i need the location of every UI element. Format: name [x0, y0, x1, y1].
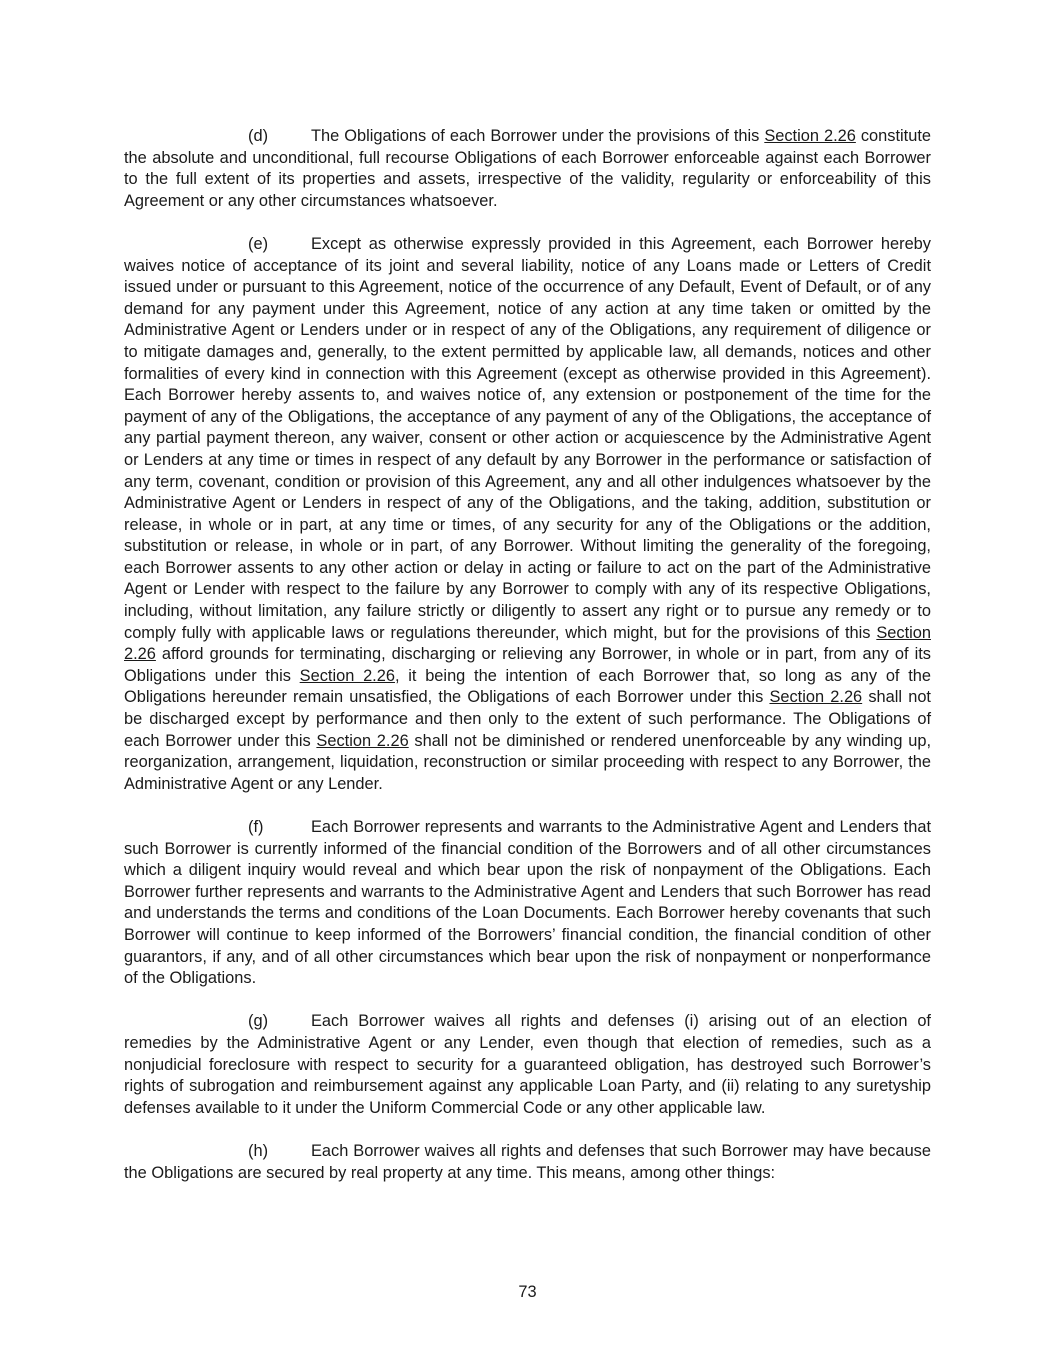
paragraph-e [124, 234, 931, 795]
paragraph-text: Each Borrower waives all rights and defenses (i) arising out of an election of remedies by the Administrative Agent or any Lender, even though that election of remedies, such as a nonjudicial foreclosure with respect to security for a guaranteed obligation, has destroyed such Borrower’s rights of subrogation and reimbursement against any applicable Loan Party, and (ii) relating to any suretyship defenses available to it under the Uniform Commercial Code or any other applicable law. [124, 1012, 931, 1117]
paragraph-f [124, 817, 931, 990]
paragraph-h [124, 1141, 931, 1184]
paragraph-text: shall not be diminished or rendered unenforceable by any winding up, reorganization, arrangement, liquidation, reconstruction or similar proceeding with respect to any Borrower, the Administrative Agent or any Lender. [124, 731, 931, 793]
section-reference-link[interactable]: Section 2.26 [764, 127, 856, 145]
paragraph-d [124, 126, 931, 212]
paragraph-text: constitute the absolute and unconditional, full recourse Obligations of each Borrower enforceable against each Borrower to the full extent of its properties and assets, irrespective of the validity, regularity or enforceability of this Agreement or any other circumstances whatsoever. [124, 127, 931, 210]
paragraph-label: (f) [248, 818, 264, 836]
paragraph-label: (h) [248, 1141, 269, 1160]
paragraph-text: The Obligations of each Borrower under the provisions of this [311, 127, 765, 145]
paragraph-label: (d) [248, 127, 269, 145]
paragraph-text: Each Borrower represents and warrants to the Administrative Agent and Lenders that such Borrower is currently informed of the financial condition of the Borrowers and of all other circumstances which a diligent inquiry would reveal and which bear upon the risk of nonpayment of the Obligations. Each Borrower further represents and warrants to the Administrative Agent and Lenders that such Borrower has read and understands the terms and conditions of the Loan Documents. Each Borrower hereby covenants that such Borrower will continue to keep informed of the Borrowers’ financial condition, the financial condition of other guarantors, if any, and of all other circumstances which bear upon the risk of nonpayment or nonperformance of the Obligations. [124, 818, 931, 988]
paragraph-text: afford grounds for terminating, discharging or relieving any Borrower, in whole or in part, from any of its Obligations under this [124, 645, 931, 685]
paragraph-label: (g) [248, 1012, 269, 1031]
page-number: 73 [518, 1283, 537, 1301]
section-reference-link[interactable]: Section 2.26 [316, 731, 409, 750]
paragraph-text: shall not be discharged except by performance and then only to the extent of such performance. The Obligations of each Borrower under this [124, 688, 931, 750]
paragraph-text: , it being the intention of each Borrower that, so long as any of the Obligations hereunder remain unsatisfied, the Obligations of each Borrower under this [124, 666, 932, 707]
paragraph-text: Each Borrower waives all rights and defenses that such Borrower may have because the Obligations are secured by real property at any time. This means, among other things: [124, 1141, 931, 1182]
paragraph-text: Except as otherwise expressly provided in this Agreement, each Borrower hereby waives notice of acceptance of its joint and several liability, notice of any Loans made or Letters of Credit issued under or pursuant to this Agreement, notice of the occurrence of any Default, Event of Default, or of any demand for any payment under this Agreement, notice of any action at any time taken or omitted by the Administrative Agent or Lenders under or in respect of any of the Obligations, any requirement of diligence or to mitigate damages and, generally, to the extent permitted by applicable law, all demands, notices and other formalities of every kind in connection with this Agreement (except as otherwise provided in this Agreement). Each Borrower hereby assents to, and waives notice of, any extension or postponement of the time for the payment of any of the Obligations, the acceptance of any payment of any of the Obligations, the acceptance of any partial payment thereon, any waiver, consent or other action or acquiescence by the Administrative Agent or Lenders at any time or times in respect of any default by any Borrower in the performance or satisfaction of any term, covenant, condition or provision of this Agreement, any and all other indulgences whatsoever by the Administrative Agent or Lenders in respect of any of the Obligations, and the taking, addition, substitution or release, in whole or in part, at any time or times, of any security for any of the Obligations or the addition, substitution or release, in whole or in part, of any Borrower. Without limiting the generality of the foregoing, each Borrower assents to any other action or delay in acting or failure to act on the part of the Administrative Agent or Lender with respect to the failure by any Borrower to comply with any of its respective Obligations, including, without limitation, any failure strictly or diligently to assert any right or to pursue any remedy or to comply fully with applicable laws or regulations thereunder, which might, but for the provisions of this [124, 234, 931, 642]
paragraph-g [124, 1011, 931, 1119]
paragraph-label: (e) [248, 234, 269, 253]
document-page [124, 126, 931, 1206]
section-reference-link[interactable]: Section 2.26 [299, 666, 395, 685]
section-reference-link[interactable]: Section 2.26 [769, 688, 863, 707]
section-reference-link[interactable]: Section 2.26 [124, 623, 931, 664]
